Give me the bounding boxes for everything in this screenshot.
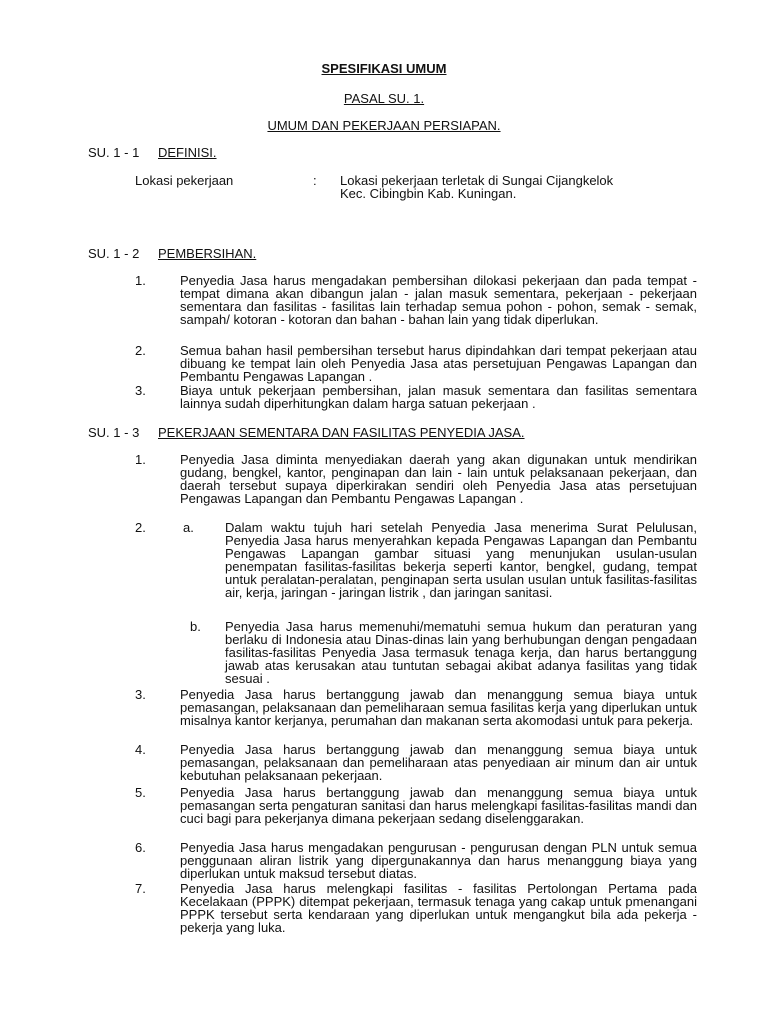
section-heading-pekerjaan-sementara: PEKERJAAN SEMENTARA DAN FASILITAS PENYEDIA JASA. <box>158 425 525 440</box>
list-item-text: Penyedia Jasa harus mengadakan pembersihan dilokasi pekerjaan dan pada tempat - tempat dimana akan dibangun jalan - jalan masuk sementara, pekerjaan - pekerjaan sementara dan fasilitas - fasilitas lain terhadap semua pohon - pohon, semak - semak, sampah/ kotoran - kotoran dan bahan - bahan lain yang tidak diperlukan. <box>180 273 697 327</box>
section-code-1: SU. 1 - 1 <box>88 145 140 160</box>
list-item-number: 2. <box>135 343 146 358</box>
pasal-heading: PASAL SU. 1. <box>343 91 425 106</box>
list-item-text: Biaya untuk pekerjaan pembersihan, jalan masuk sementara dan fasilitas sementara lainnya sudah diperhitungkan dalam harga satuan pekerjaan . <box>180 383 697 411</box>
list-item-text: Penyedia Jasa harus mengadakan pengurusan - pengurusan dengan PLN untuk semua penggunaan aliran listrik yang dipergunakannya dan harus menanggung biaya yang diperlukan untuk maksud tersebut diatas. <box>180 840 697 881</box>
document-title: SPESIFIKASI UMUM <box>321 61 447 76</box>
list-item-number: 6. <box>135 840 146 855</box>
section-heading-pembersihan: PEMBERSIHAN. <box>158 246 257 261</box>
definition-colon: : <box>313 173 317 188</box>
definition-value-line2: Kec. Cibingbin Kab. Kuningan. <box>340 186 517 201</box>
list-item-number: 1. <box>135 273 146 288</box>
list-item-number: 7. <box>135 881 146 896</box>
list-item-number: 5. <box>135 785 146 800</box>
section-code-3: SU. 1 - 3 <box>88 425 140 440</box>
list-item-number: 2. <box>135 520 146 535</box>
list-item-text: Penyedia Jasa diminta menyediakan daerah yang akan digunakan untuk mendirikan gudang, bengkel, kantor, penginapan dan lain - lain untuk pelaksanaan pekerjaan, dan daerah tersebut supaya diperkirakan sendiri oleh Penyedia Jasa atas persetujuan Pengawas Lapangan dan Pembantu Pengawas Lapangan . <box>180 452 697 506</box>
list-item-text: Semua bahan hasil pembersihan tersebut harus dipindahkan dari tempat pekerjaan atau dibuang ke tempat lain oleh Penyedia Jasa atas persetujuan Pengawas Lapangan dan Pembantu Pengawas Lapangan . <box>180 343 697 384</box>
section-heading-definisi: DEFINISI. <box>158 145 217 160</box>
list-item-text: Penyedia Jasa harus bertanggung jawab dan menanggung semua biaya untuk pemasangan serta pengaturan sanitasi dan harus melengkapi fasilitas-fasilitas mandi dan cuci bagi para pekerjanya dimana pekerjaan sedang diselenggarakan. <box>180 785 697 826</box>
sub-item-label: a. <box>183 520 194 535</box>
sub-item-label: b. <box>190 619 201 634</box>
list-item-number: 3. <box>135 383 146 398</box>
list-item-number: 1. <box>135 452 146 467</box>
list-item-text: Penyedia Jasa harus bertanggung jawab dan menanggung semua biaya untuk pemasangan, pelaksanaan dan pemeliharaan semua fasilitas kerja yang diperlukan untuk misalnya kantor kerjanya, perumahan dan makanan serta akomodasi untuk para pekerja. <box>180 687 697 728</box>
list-item-text: Penyedia Jasa harus bertanggung jawab dan menanggung semua biaya untuk pemasangan, pelaksanaan dan pemeliharaan atas penyediaan air minum dan air untuk kebutuhan pelaksanaan pekerjaan. <box>180 742 697 783</box>
section-code-2: SU. 1 - 2 <box>88 246 140 261</box>
section-subtitle: UMUM DAN PEKERJAAN PERSIAPAN. <box>267 118 501 133</box>
list-item-number: 3. <box>135 687 146 702</box>
list-item-text: Penyedia Jasa harus melengkapi fasilitas - fasilitas Pertolongan Pertama pada Kecelakaan (PPPK) ditempat pekerjaan, termasuk tenaga yang cakap untuk pmenangani PPPK tersebut serta kendaraan yang diperlukan untuk mengangkut bila ada pekerja - pekerja yang luka. <box>180 881 697 935</box>
definition-label: Lokasi pekerjaan <box>135 173 234 188</box>
list-item-number: 4. <box>135 742 146 757</box>
sub-item-text: Dalam waktu tujuh hari setelah Penyedia Jasa menerima Surat Pelulusan, Penyedia Jasa harus menyerahkan kepada Pengawas Lapangan dan Pembantu Pengawas Lapangan gambar situasi yang menunjukan usulan-usulan penempatan fasilitas-fasilitas bekerja seperti kantor, bengkel, gudang, tempat untuk peralatan-peralatan, penginapan serta usulan usulan untuk fasilitas-fasilitas air, kerja, jaringan - jaringan listrik , dan jaringan sanitasi. <box>225 520 697 600</box>
definition-value-line1: Lokasi pekerjaan terletak di Sungai Cijangkelok <box>340 173 614 188</box>
sub-item-text: Penyedia Jasa harus memenuhi/mematuhi semua hukum dan peraturan yang berlaku di Indonesia atau Dinas-dinas lain yang berhubungan dengan pengadaan fasilitas-fasilitas Penyedia Jasa termasuk tenaga kerja, dan harus bertanggung jawab atas kerusakan atau tuntutan sebagai akibat adanya fasilitas yang tidak sesuai . <box>225 619 697 686</box>
